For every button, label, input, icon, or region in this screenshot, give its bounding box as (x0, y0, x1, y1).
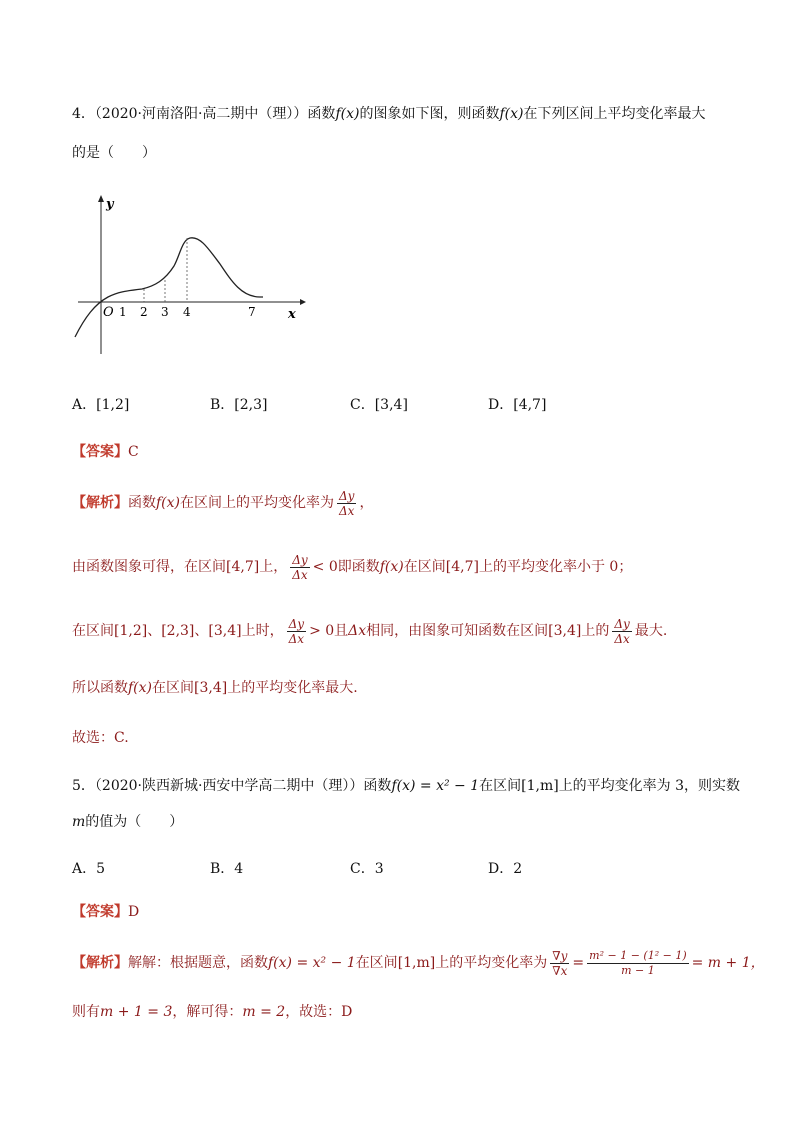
tick-label-4: 4 (183, 305, 191, 319)
q5-stem-line2: m的值为（ ） (72, 814, 184, 830)
q4-stem-line1: 4．（2020·河南洛阳·高二期中（理））函数f(x)的图象如下图，则函数f(x)在下列区间上平均变化率最大 (72, 106, 706, 122)
q4-option-b: B．[2,3] (210, 397, 268, 413)
y-axis-arrow (98, 195, 104, 202)
q4-stem-line2: 的是（ ） (72, 145, 156, 161)
q5-option-d: D．2 (488, 861, 523, 877)
q5-stem-line1: 5．（2020·陕西新城·西安中学高二期中（理））函数f(x) = x² − 1在区间[1,m]上的平均变化率为 3，则实数 (72, 778, 741, 794)
function-graph (70, 192, 310, 362)
tick-label-7: 7 (248, 305, 256, 319)
q4-analysis-line2: 由函数图象可得，在区间[4,7]上， $\frac{\Delta y}{\Delta x}$ < 0即函数f(x)在区间[4,7]上的平均变化率小于 0； (72, 552, 633, 582)
q5-option-c: C．3 (350, 861, 384, 877)
y-axis-label: y (106, 197, 114, 212)
q4-analysis-line1: 【解析】函数f(x)在区间上的平均变化率为 $\frac{\Delta y}{\Delta x}$ ， (72, 488, 374, 518)
tick-label-3: 3 (161, 305, 169, 319)
x-axis-arrow (300, 299, 306, 305)
tick-label-1: 1 (119, 305, 127, 319)
q4-option-a: A．[1,2] (72, 397, 130, 413)
tick-label-2: 2 (140, 305, 148, 319)
q5-option-a: A．5 (72, 861, 106, 877)
q5-answer: 【答案】D (72, 904, 140, 920)
q4-analysis-line4: 所以函数f(x)在区间[3,4]上的平均变化率最大. (72, 680, 358, 696)
q4-answer: 【答案】C (72, 444, 139, 460)
q4-option-c: C．[3,4] (350, 397, 408, 413)
q4-analysis-line3: 在区间[1,2]、[2,3]、[3,4]上时， $\frac{\Delta y}{\Delta x}$ > 0且Δx相同，由图象可知函数在区间[3,4]上的 $\frac{\Delta y}{\Delta x}$ 最大. (72, 616, 668, 646)
q4-analysis-line5: 故选：C. (72, 730, 129, 746)
x-axis-label: x (288, 307, 296, 322)
origin-label: O (103, 305, 114, 320)
q5-analysis-line2: 则有m + 1 = 3，解可得：m = 2，故选：D (72, 1004, 353, 1020)
q4-option-d: D．[4,7] (488, 397, 547, 413)
q5-option-b: B．4 (210, 861, 244, 877)
q5-analysis-line1: 【解析】解解：根据题意，函数f(x) = x² − 1在区间[1,m]上的平均变化率为 $\frac{\nabla y}{\nabla x}$ = $\frac{\text{m² − 1 − (1² − 1)}}{m - 1}$ = m + 1， (72, 948, 765, 978)
function-curve (75, 238, 263, 337)
